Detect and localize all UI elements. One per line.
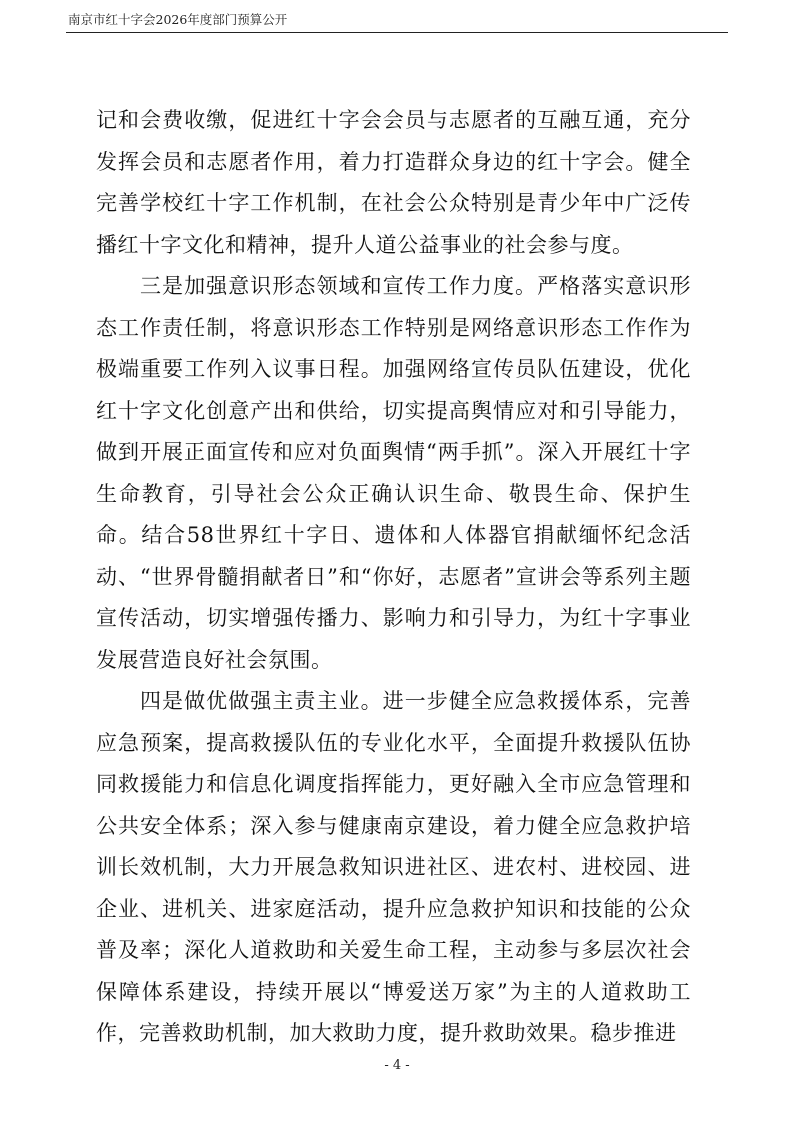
paragraph-2: 三是加强意识形态领域和宣传工作力度。严格落实意识形态工作责任制，将意识形态工作特别是网络意识形态工作作为极端重要工作列入议事日程。加强网络宣传员队伍建设，优化红十字文化创意产出和供给，切实提高舆情应对和引导能力，做到开展正面宣传和应对负面舆情“两手抓”。深入开展红十字生命教育，引导社会公众正确认识生命、敬畏生命、保护生命。结合58世界红十字日、遗体和人体器官捐献缅怀纪念活动、“世界骨髓捐献者日”和“你好，志愿者”宣讲会等系列主题宣传活动，切实增强传播力、影响力和引导力，为红十字事业发展营造良好社会氛围。 xyxy=(96,274,691,672)
paragraph-3: 四是做优做强主责主业。进一步健全应急救援体系，完善应急预案，提高救援队伍的专业化水平，全面提升救援队伍协同救援能力和信息化调度指挥能力，更好融入全市应急管理和公共安全体系；深入参与健康南京建设，着力健全应急救护培训长效机制，大力开展急救知识进社区、进农村、进校园、进企业、进机关、进家庭活动，提升应急救护知识和技能的公众普及率；深化人道救助和关爱生命工程，主动参与多层次社会保障体系建设，持续开展以“博爱送万家”为主的人道救助工作，完善救助机制，加大救助力度，提升救助效果。稳步推进 xyxy=(96,689,691,1045)
page-number: - 4 - xyxy=(384,1058,410,1073)
document-body xyxy=(96,100,691,1055)
page-header xyxy=(66,12,728,33)
paragraph-1: 记和会费收缴，促进红十字会会员与志愿者的互融互通，充分发挥会员和志愿者作用，着力打造群众身边的红十字会。健全完善学校红十字工作机制，在社会公众特别是青少年中广泛传播红十字文化和精神，提升人道公益事业的社会参与度。 xyxy=(96,108,691,257)
header-title: 南京市红十字会2026年度部门预算公开 xyxy=(68,12,288,27)
